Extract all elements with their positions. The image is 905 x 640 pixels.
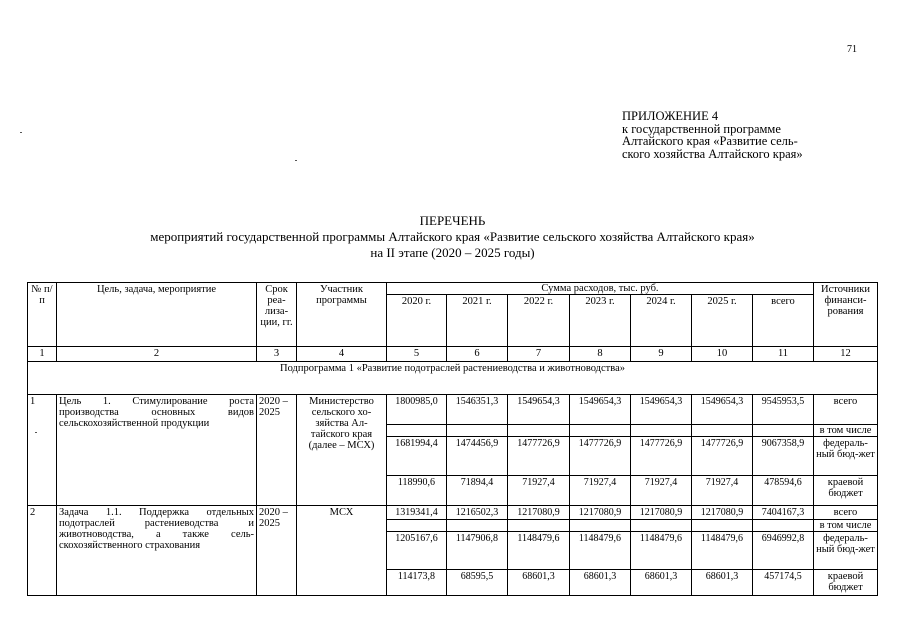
value-cell: 1217080,9 xyxy=(692,506,753,520)
column-number: 1 xyxy=(28,347,57,362)
value-cell: 1216502,3 xyxy=(447,506,508,520)
value-cell: 1217080,9 xyxy=(508,506,570,520)
value-cell: 71927,4 xyxy=(508,476,570,506)
value-cell: 478594,6 xyxy=(753,476,814,506)
column-number: 10 xyxy=(692,347,753,362)
scan-speck xyxy=(20,132,22,133)
value-cell: 1477726,9 xyxy=(508,437,570,476)
source-cell: всего xyxy=(814,395,878,425)
source-cell: федераль-ный бюд-жет xyxy=(814,437,878,476)
annex-line-4: ского хозяйства Алтайского края» xyxy=(622,146,803,161)
annex-line-3: Алтайского края «Развитие сель- xyxy=(622,134,798,148)
column-number-row xyxy=(28,347,878,362)
header-year-2022: 2022 г. xyxy=(508,295,570,347)
header-year-2024: 2024 г. xyxy=(631,295,692,347)
source-cell: краевой бюджет xyxy=(814,570,878,596)
column-number: 12 xyxy=(814,347,878,362)
value-cell: 1319341,4 xyxy=(387,506,447,520)
row-number: 1 xyxy=(28,395,57,506)
source-cell: краевой бюджет xyxy=(814,476,878,506)
value-cell: 71927,4 xyxy=(692,476,753,506)
value-cell: 71927,4 xyxy=(631,476,692,506)
header-year-total: всего xyxy=(753,295,814,347)
column-number: 11 xyxy=(753,347,814,362)
value-cell: 1474456,9 xyxy=(447,437,508,476)
column-number: 8 xyxy=(570,347,631,362)
column-number: 4 xyxy=(297,347,387,362)
subprogram-title: Подпрограмма 1 «Развитие подотраслей растениеводства и животноводства» xyxy=(28,362,878,395)
column-number: 2 xyxy=(57,347,257,362)
value-cell: 68595,5 xyxy=(447,570,508,596)
document-title xyxy=(0,213,905,261)
empty-cell xyxy=(692,425,753,437)
value-cell: 1800985,0 xyxy=(387,395,447,425)
header-term: Срок реа-лиза-ции, гг. xyxy=(257,283,297,347)
empty-cell xyxy=(692,520,753,532)
value-cell: 1205167,6 xyxy=(387,532,447,570)
column-number: 9 xyxy=(631,347,692,362)
scan-speck xyxy=(295,160,297,161)
header-year-2020: 2020 г. xyxy=(387,295,447,347)
measures-table xyxy=(27,282,878,596)
empty-cell xyxy=(508,520,570,532)
row-name: Цель 1. Стимулирование роста производства основных видов сельскохозяйственной продукции xyxy=(57,395,257,506)
value-cell: 1549654,3 xyxy=(570,395,631,425)
value-cell: 1477726,9 xyxy=(570,437,631,476)
page-number: 71 xyxy=(847,44,857,55)
value-cell: 1147906,8 xyxy=(447,532,508,570)
table-row xyxy=(28,395,878,425)
annex-line-1: ПРИЛОЖЕНИЕ 4 xyxy=(622,109,719,123)
annex-line-2: к государственной программе xyxy=(622,121,781,136)
value-cell: 71894,4 xyxy=(447,476,508,506)
header-row-1 xyxy=(28,283,878,295)
value-cell: 1549654,3 xyxy=(631,395,692,425)
title-line-3: на II этапе (2020 – 2025 годы) xyxy=(370,245,535,260)
header-sources: Источники финанси-рования xyxy=(814,283,878,347)
source-cell: федераль-ный бюд-жет xyxy=(814,532,878,570)
value-cell: 68601,3 xyxy=(631,570,692,596)
row-participant: МСХ xyxy=(297,506,387,596)
column-number: 6 xyxy=(447,347,508,362)
header-year-2025: 2025 г. xyxy=(692,295,753,347)
value-cell: 1148479,6 xyxy=(508,532,570,570)
empty-cell xyxy=(387,520,447,532)
title-line-2: мероприятий государственной программы Алтайского края «Развитие сельского хозяйства Алтайского края» xyxy=(150,229,755,244)
row-number: 2 xyxy=(28,506,57,596)
empty-cell xyxy=(387,425,447,437)
empty-cell xyxy=(753,520,814,532)
empty-cell xyxy=(570,425,631,437)
header-num: № п/п xyxy=(28,283,57,347)
empty-cell xyxy=(631,425,692,437)
value-cell: 1148479,6 xyxy=(631,532,692,570)
value-cell: 118990,6 xyxy=(387,476,447,506)
row-name: Задача 1.1. Поддержка отдельных подотраслей растениеводства и животноводства, а также сель-скохозяйственного страхования xyxy=(57,506,257,596)
header-participant: Участник программы xyxy=(297,283,387,347)
value-cell: 114173,8 xyxy=(387,570,447,596)
value-cell: 68601,3 xyxy=(692,570,753,596)
value-cell: 1217080,9 xyxy=(631,506,692,520)
value-cell: 1477726,9 xyxy=(631,437,692,476)
header-year-2023: 2023 г. xyxy=(570,295,631,347)
column-number: 5 xyxy=(387,347,447,362)
value-cell: 1148479,6 xyxy=(692,532,753,570)
column-number: 7 xyxy=(508,347,570,362)
column-number: 3 xyxy=(257,347,297,362)
row-term: 2020 – 2025 xyxy=(257,506,297,596)
value-cell: 1217080,9 xyxy=(570,506,631,520)
value-cell: 1148479,6 xyxy=(570,532,631,570)
empty-cell xyxy=(447,520,508,532)
annex-block xyxy=(622,110,803,160)
row-term: 2020 – 2025 xyxy=(257,395,297,506)
source-cell: всего xyxy=(814,506,878,520)
title-line-1: ПЕРЕЧЕНЬ xyxy=(419,213,486,228)
value-cell: 1681994,4 xyxy=(387,437,447,476)
value-cell: 6946992,8 xyxy=(753,532,814,570)
table-row xyxy=(28,506,878,520)
value-cell: 1477726,9 xyxy=(692,437,753,476)
header-year-2021: 2021 г. xyxy=(447,295,508,347)
header-sum: Сумма расходов, тыс. руб. xyxy=(387,283,814,295)
value-cell: 71927,4 xyxy=(570,476,631,506)
value-cell: 9067358,9 xyxy=(753,437,814,476)
empty-cell xyxy=(753,425,814,437)
value-cell: 1546351,3 xyxy=(447,395,508,425)
value-cell: 68601,3 xyxy=(570,570,631,596)
source-cell: в том числе xyxy=(814,520,878,532)
empty-cell xyxy=(508,425,570,437)
empty-cell xyxy=(447,425,508,437)
subprogram-row xyxy=(28,362,878,395)
value-cell: 9545953,5 xyxy=(753,395,814,425)
header-goal: Цель, задача, мероприятие xyxy=(57,283,257,347)
value-cell: 7404167,3 xyxy=(753,506,814,520)
empty-cell xyxy=(570,520,631,532)
value-cell: 1549654,3 xyxy=(692,395,753,425)
empty-cell xyxy=(631,520,692,532)
value-cell: 68601,3 xyxy=(508,570,570,596)
value-cell: 1549654,3 xyxy=(508,395,570,425)
value-cell: 457174,5 xyxy=(753,570,814,596)
row-participant: Министерство сельского хо-зяйства Ал-тайского края (далее – МСХ) xyxy=(297,395,387,506)
source-cell: в том числе xyxy=(814,425,878,437)
